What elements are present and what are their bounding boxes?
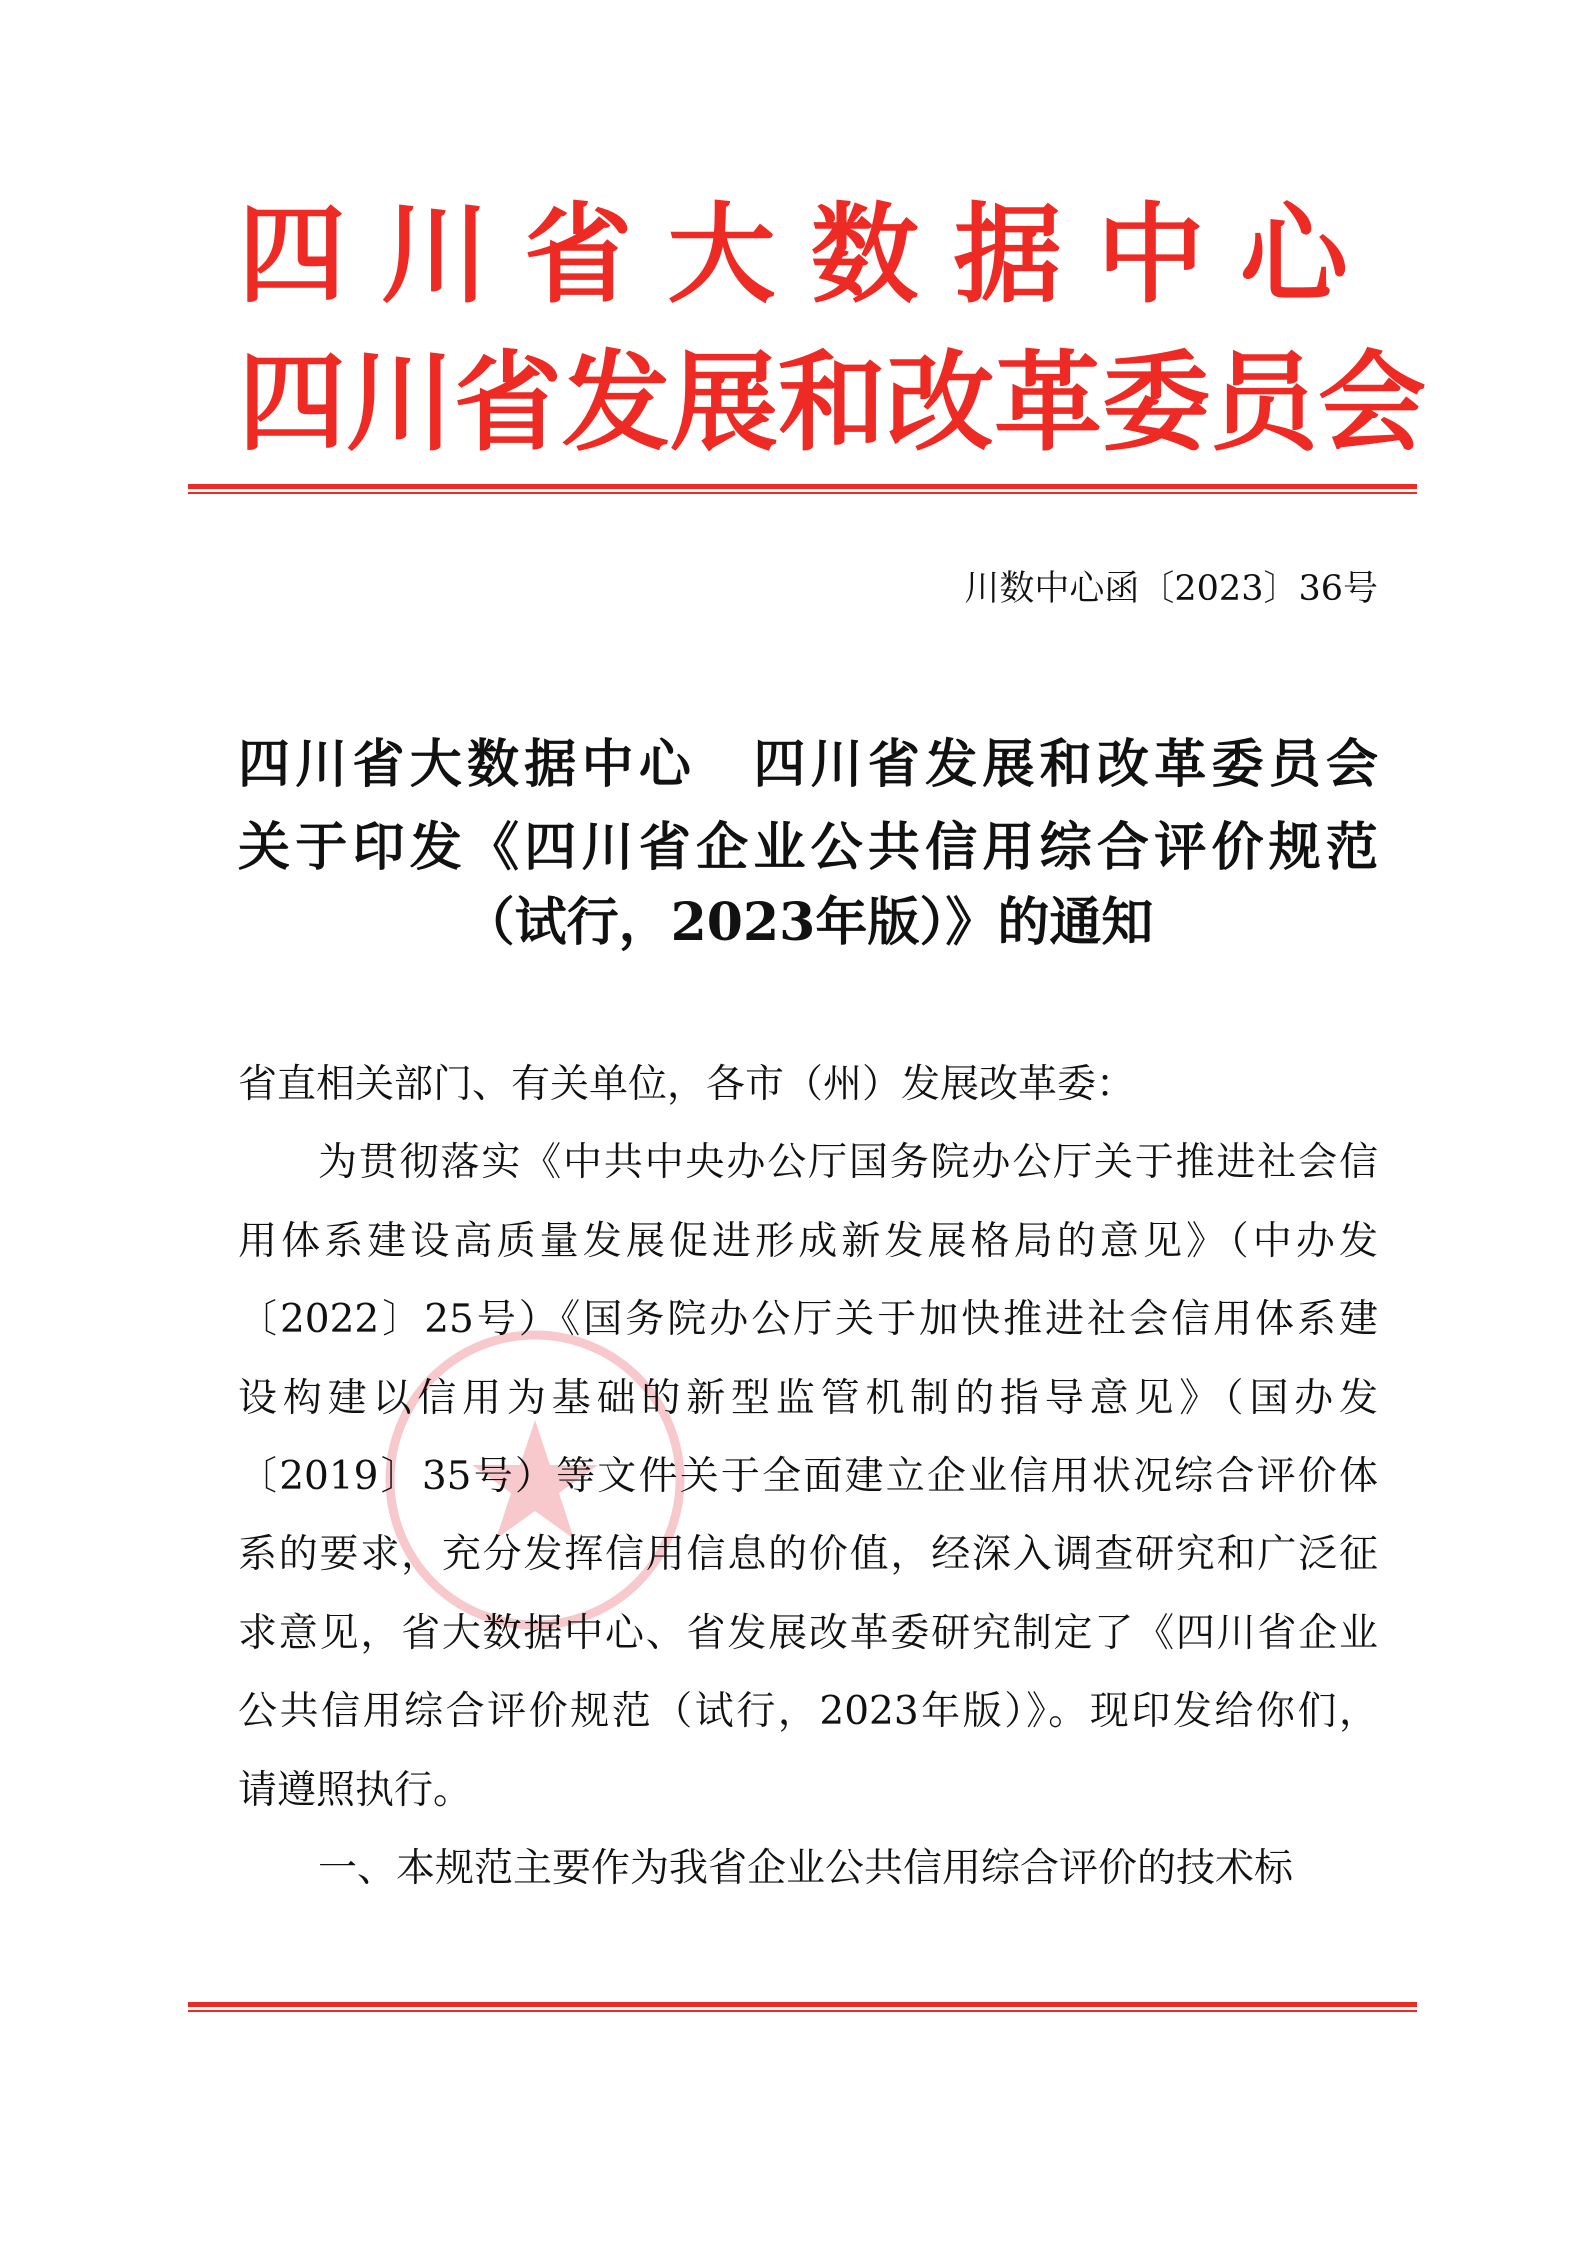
- body-line: 〔2022〕25号）《国务院办公厅关于加快推进社会信用体系建: [238, 1297, 1378, 1343]
- body-line: 用体系建设高质量发展促进形成新发展格局的意见》（中办发: [238, 1218, 1378, 1264]
- letterhead-divider: [188, 484, 1417, 494]
- title-line-1: 四川省大数据中心 四川省发展和改革委员会: [238, 734, 1378, 795]
- body-line: 〔2019〕35号）等文件关于全面建立企业信用状况综合评价体: [238, 1453, 1378, 1499]
- body-line: 公共信用综合评价规范（试行，2023年版）》。现印发给你们，: [238, 1689, 1378, 1735]
- body-text: [238, 1046, 1378, 1908]
- body-line: 设构建以信用为基础的新型监管机制的指导意见》（国办发: [238, 1375, 1378, 1421]
- document-number: 川数中心函〔2023〕36号: [964, 569, 1378, 609]
- body-line: 为贯彻落实《中共中央办公厅国务院办公厅关于推进社会信: [318, 1140, 1378, 1186]
- body-line: 一、本规范主要作为我省企业公共信用综合评价的技术标: [318, 1845, 1294, 1891]
- letterhead-line-1: 四川省大数据中心: [238, 193, 1378, 318]
- footer-divider: [188, 2002, 1417, 2012]
- body-line: 求意见，省大数据中心、省发展改革委研究制定了《四川省企业: [238, 1610, 1378, 1656]
- body-line: 请遵照执行。: [238, 1767, 473, 1813]
- title-line-3: （试行，2023年版）》的通知: [462, 892, 1154, 953]
- salutation: 省直相关部门、有关单位，各市（州）发展改革委：: [238, 1062, 1136, 1107]
- letterhead-line-2: 四川省发展和改革委员会: [238, 341, 1427, 466]
- title-line-2: 关于印发《四川省企业公共信用综合评价规范: [238, 817, 1378, 878]
- body-line: 系的要求，充分发挥信用信息的价值，经深入调查研究和广泛征: [238, 1532, 1378, 1578]
